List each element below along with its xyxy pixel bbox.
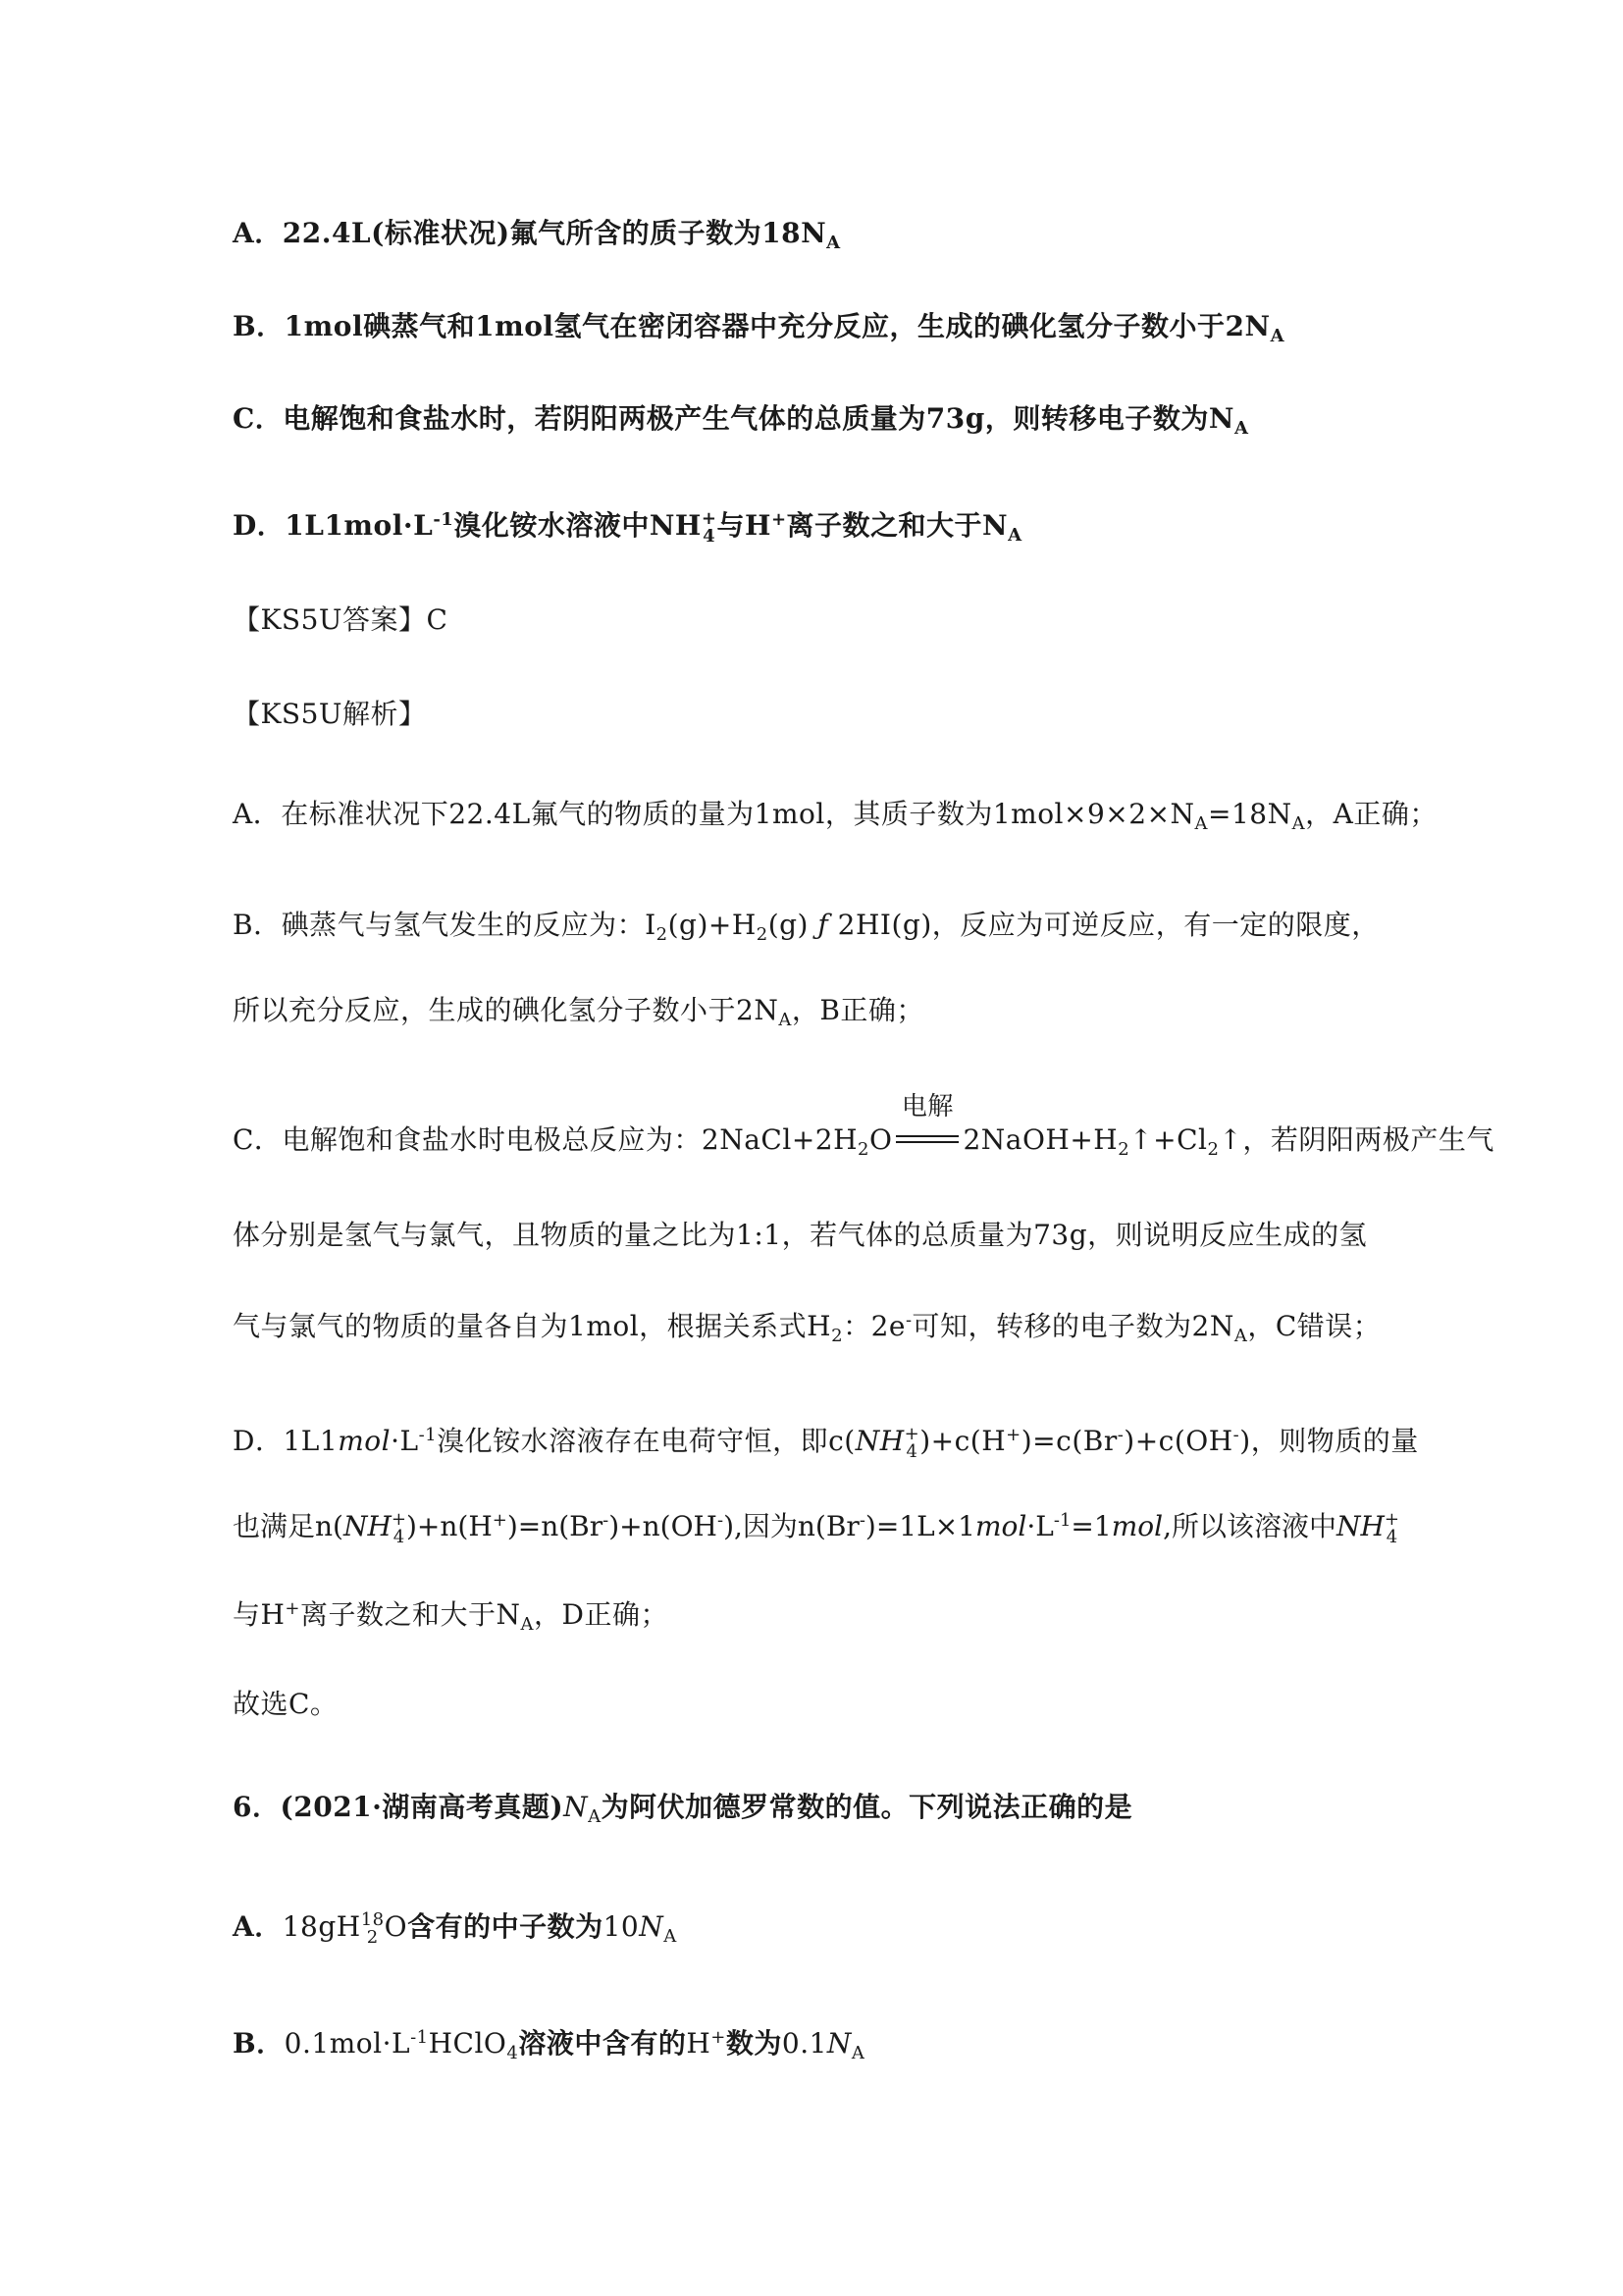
analysis-d-line3: 与H+离子数之和大于$N_A$，D正确；: [233, 1598, 668, 1635]
question-6-option-b: B．$0.1mol\cdot L^{-1}HClO_4$溶液中含有的H+数为$0.1N_A$: [233, 2027, 865, 2063]
option-d: D．$1L1mol\cdot L^{-1}$溴化铵水溶液中NH+ 4与H+离子数之和大于$N_A$: [233, 507, 1022, 547]
analysis-d-line2: 也满足n(NH+ 4)+n(H+)=n(Br-)+n(OH-),因为$n(Br^-)=1L\times 1mol\cdot L^{-1}=1mol$,所以该溶液中NH+ 4: [233, 1508, 1399, 1547]
question-6-stem: 6．(2021·湖南高考真题)$N_A$为阿伏加德罗常数的值。下列说法正确的是: [233, 1791, 1133, 1827]
analysis-c-line2: 体分别是氢气与氯气，且物质的量之比为1:1，若气体的总质量为73g，则说明反应生成的氢: [233, 1219, 1368, 1251]
answer-label: 【KS5U答案】C: [233, 603, 448, 636]
analysis-c-line3: 气与氯气的物质的量各自为1mol，根据关系式$H_2$：2e-可知，转移的电子数为$2N_A$，C错误；: [233, 1310, 1382, 1346]
option-b: B．1mol碘蒸气和1mol氢气在密闭容器中充分反应，生成的碘化氢分子数小于$2N_A$: [233, 310, 1285, 346]
option-a: A．22.4L(标准状况)氟气所含的质子数为$18N_A$: [233, 217, 841, 253]
analysis-b-line1: B．碘蒸气与氢气发生的反应为：$I_2(g)+H_2(g)$ ƒ 2HI(g)，反应为可逆反应，有一定的限度，: [233, 909, 1380, 945]
analysis-c-line1: C．电解饱和食盐水时电极总反应为：$2NaCl+2H_2O$ 电解 $2NaOH+H_2↑+Cl_2↑$，若阴阳两极产生气: [233, 1092, 1494, 1160]
analysis-a: A．在标准状况下22.4L氟气的物质的量为1mol，其质子数为$1mol\times 9\times 2\times N_A=18N_A$，A正确；: [233, 798, 1438, 834]
analysis-d-line1: D．$1L1mol\cdot L^{-1}$溴化铵水溶液存在电荷守恒，即c(NH+ 4)+c(H+)=c(Br-)+c(OH-)，则物质的量: [233, 1423, 1419, 1462]
option-c: C．电解饱和食盐水时，若阴阳两极产生气体的总质量为73g，则转移电子数为$N_A$: [233, 402, 1249, 439]
electrolysis-equals-sign: 电解: [892, 1121, 963, 1160]
conclusion: 故选C。: [233, 1688, 339, 1720]
analysis-title: 【KS5U解析】: [233, 698, 427, 730]
reversible-arrow-symbol: ƒ: [817, 909, 829, 941]
question-6-option-a: A．18gH18 2 O含有的中子数为$10N_A$: [233, 1908, 677, 1948]
ion-charge-stack: + 4: [701, 507, 717, 547]
analysis-b-line2: 所以充分反应，生成的碘化氢分子数小于$2N_A$，B正确；: [233, 994, 924, 1030]
